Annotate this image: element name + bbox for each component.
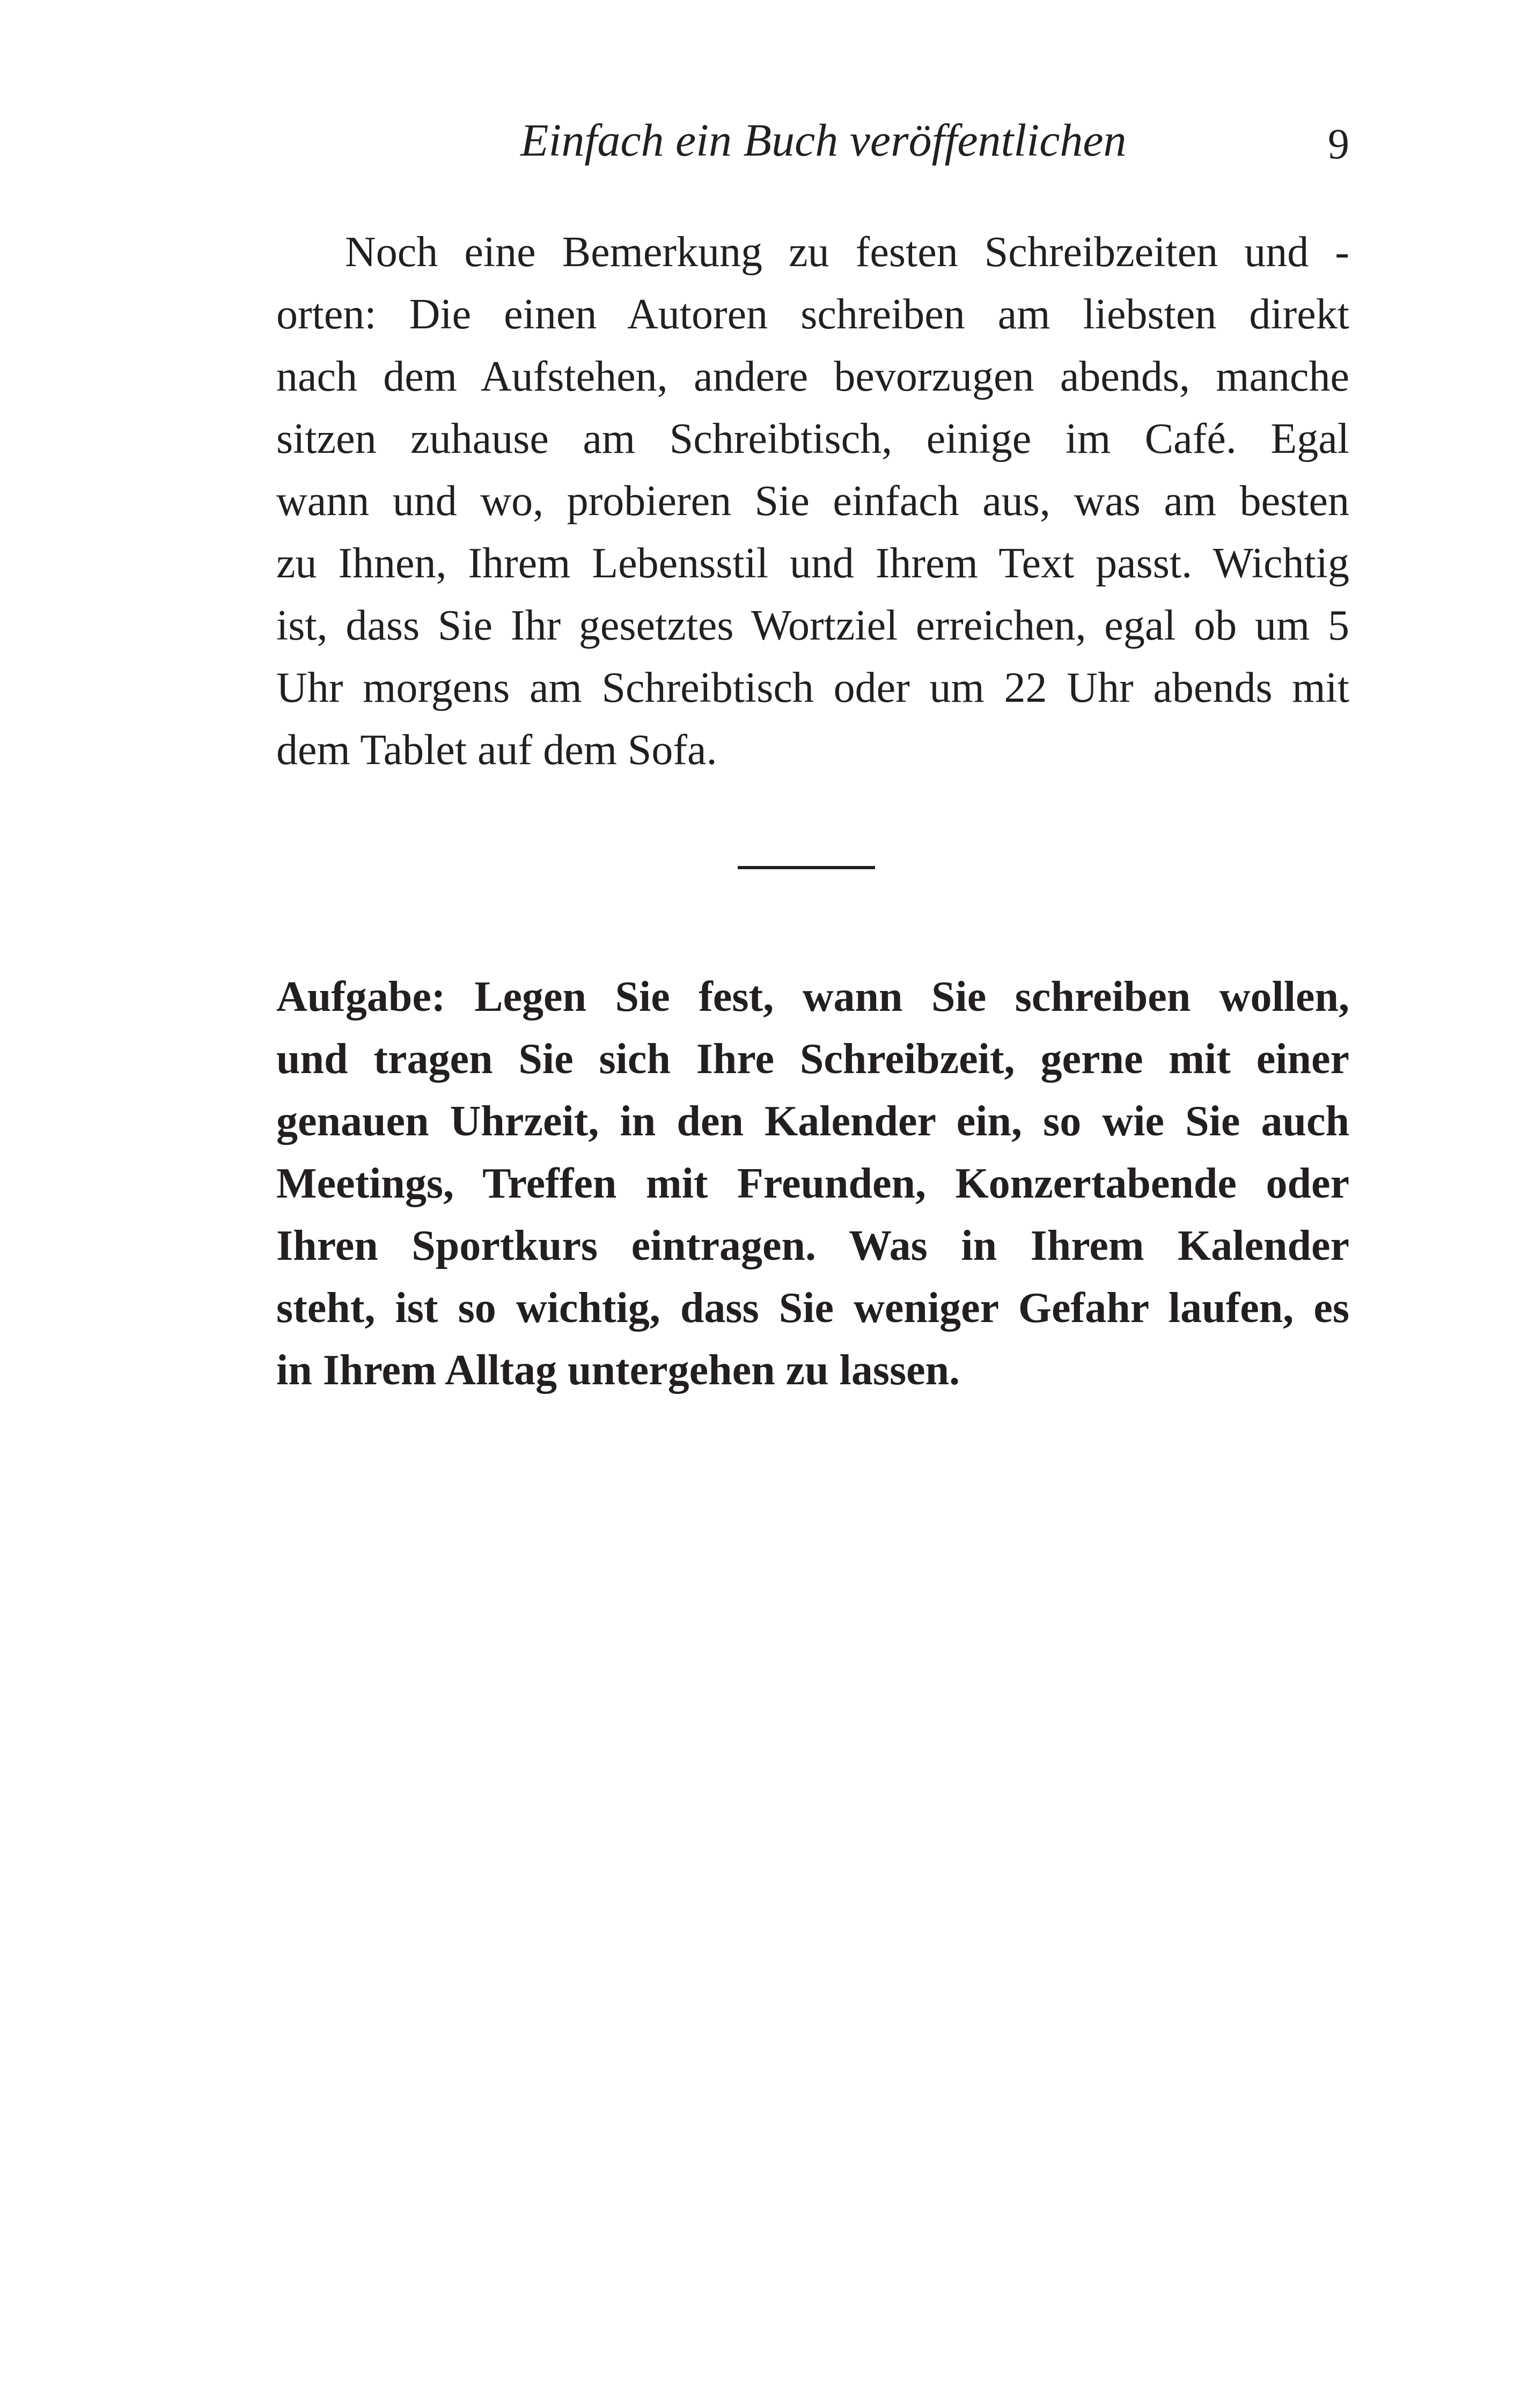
paragraph-line: ist, dass Sie Ihr gesetztes Wortziel erreichen, egal ob um 5	[276, 602, 1349, 649]
paragraph-line: nach dem Aufstehen, andere bevorzugen abends, manche	[276, 353, 1349, 400]
section-divider	[738, 866, 875, 869]
paragraph-line: Uhr morgens am Schreibtisch oder um 22 Uhr abends mit	[276, 664, 1349, 711]
task-line: genauen Uhrzeit, in den Kalender ein, so wie Sie auch	[276, 1098, 1349, 1145]
task-line: in Ihrem Alltag untergehen zu lassen.	[276, 1347, 960, 1394]
task-line: Aufgabe: Legen Sie fest, wann Sie schreiben wollen,	[276, 973, 1349, 1021]
running-header	[276, 105, 1349, 175]
paragraph-line: sitzen zuhause am Schreibtisch, einige im Café. Egal	[276, 415, 1349, 462]
paragraph-line: wann und wo, probieren Sie einfach aus, was am besten	[276, 478, 1349, 525]
task-line: Meetings, Treffen mit Freunden, Konzertabende oder	[276, 1160, 1349, 1207]
body-paragraph	[276, 221, 1349, 781]
paragraph-line: dem Tablet auf dem Sofa.	[276, 726, 717, 774]
task-line: steht, ist so wichtig, dass Sie weniger Gefahr laufen, es	[276, 1284, 1349, 1332]
header-title: Einfach ein Buch veröffentlichen	[520, 114, 1127, 166]
paragraph-line: Noch eine Bemerkung zu festen Schreibzeiten und -	[345, 229, 1349, 276]
paragraph-line: zu Ihnen, Ihrem Lebensstil und Ihrem Text passt. Wichtig	[276, 540, 1349, 587]
task-line: und tragen Sie sich Ihre Schreibzeit, gerne mit einer	[276, 1036, 1349, 1083]
page-number: 9	[1328, 121, 1349, 168]
paragraph-line: orten: Die einen Autoren schreiben am liebsten direkt	[276, 291, 1349, 338]
task-line: Ihren Sportkurs eintragen. Was in Ihrem Kalender	[276, 1222, 1349, 1269]
task-paragraph	[276, 966, 1349, 1401]
